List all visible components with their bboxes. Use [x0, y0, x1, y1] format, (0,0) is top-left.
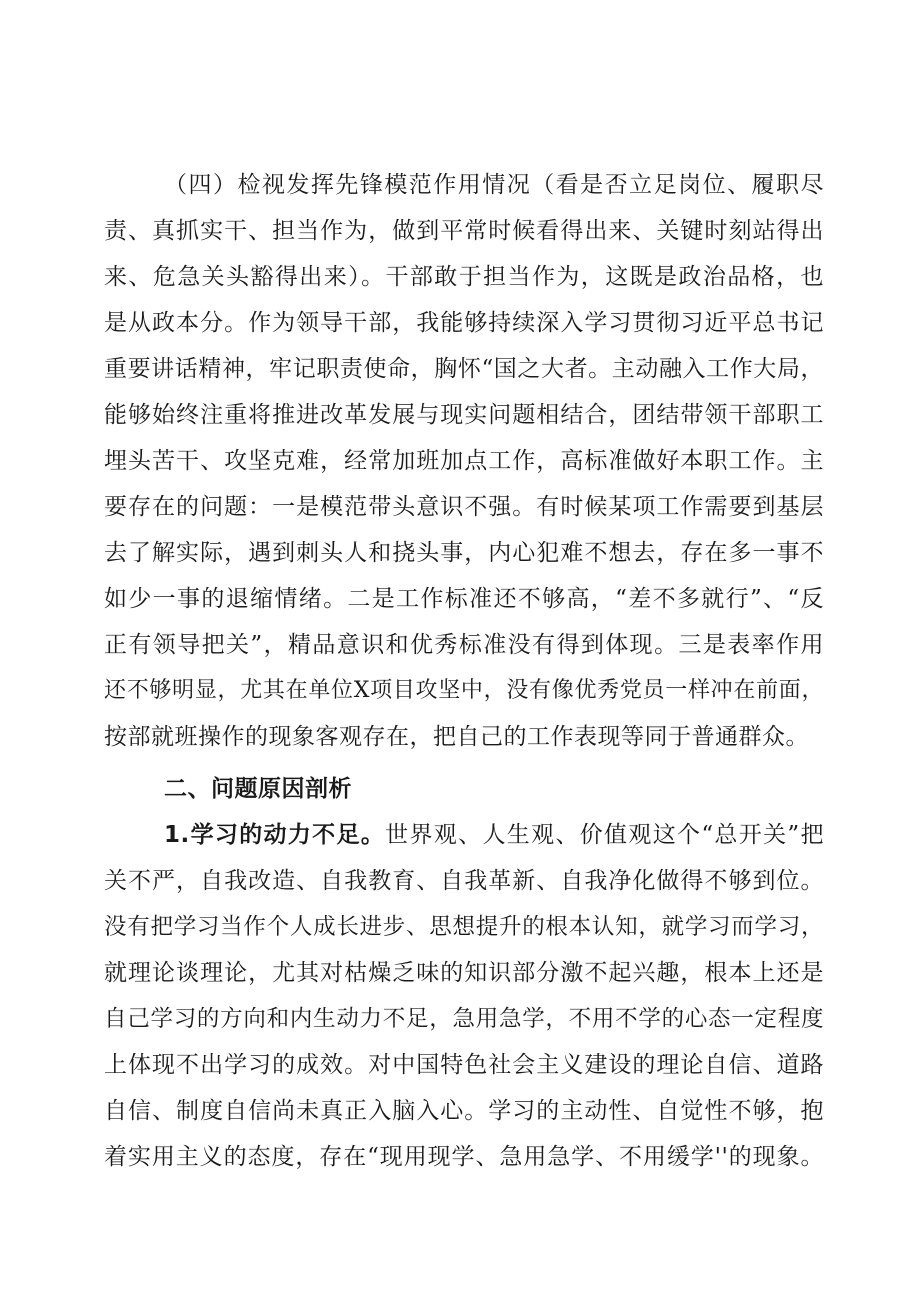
point-one-line-3: 没有把学习当作个人成长进步、思想提升的根本认知，就学习而学习， — [104, 914, 824, 940]
point-one-line-2: 关不严，自我改造、自我教育、自我革新、自我净化做得不够到位。 — [104, 868, 824, 894]
point-one-line-7: 自信、制度自信尚未真正入脑入心。学习的主动性、自觉性不够，抱 — [104, 1098, 824, 1124]
section-four-line-6: 能够始终注重将推进改革发展与现实问题相结合，团结带领干部职工 — [104, 402, 824, 428]
section-four-line-8: 要存在的问题：一是模范带头意识不强。有时候某项工作需要到基层 — [104, 494, 824, 520]
section-four-line-2: 责、真抓实干、担当作为，做到平常时候看得出来、关键时刻站得出 — [104, 218, 824, 244]
section-four-line-3: 来、危急关头豁得出来）。干部敢于担当作为，这既是政治品格，也 — [104, 264, 824, 290]
section-four-line-1: （四）检视发挥先锋模范作用情况（看是否立足岗位、履职尽 — [164, 172, 824, 198]
section-four-line-10: 如少一事的退缩情绪。二是工作标准还不够高，“差不多就行”、“反 — [104, 586, 824, 612]
section-four-line-4: 是从政本分。作为领导干部，我能够持续深入学习贯彻习近平总书记 — [104, 310, 824, 336]
section-four-line-12: 还不够明显，尤其在单位X项目攻坚中，没有像优秀党员一样冲在前面， — [104, 678, 824, 703]
point-one-line-1 — [164, 812, 824, 858]
section-two-heading: 二、问题原因剖析 — [164, 776, 352, 802]
point-one-first-line-text: 世界观、人生观、价值观这个“总开关”把 — [385, 822, 824, 848]
point-one-line-8: 着实用主义的态度，存在“现用现学、急用急学、不用缓学''的现象。 — [104, 1144, 824, 1170]
section-four-line-5: 重要讲话精神，牢记职责使命，胸怀“国之大者。主动融入工作大局， — [104, 356, 824, 382]
point-one-line-6: 上体现不出学习的成效。对中国特色社会主义建设的理论自信、道路 — [104, 1052, 824, 1078]
point-one-title: 1.学习的动力不足。 — [164, 822, 386, 848]
section-four-line-11: 正有领导把关”，精品意识和优秀标准没有得到体现。三是表率作用 — [104, 632, 824, 658]
section-four-line-9: 去了解实际，遇到刺头人和挠头事，内心犯难不想去，存在多一事不 — [104, 540, 824, 566]
section-four-line-7: 埋头苦干、攻坚克难，经常加班加点工作，高标准做好本职工作。主 — [104, 448, 824, 474]
point-one-line-5: 自己学习的方向和内生动力不足，急用急学，不用不学的心态一定程度 — [104, 1006, 824, 1032]
point-one-line-4: 就理论谈理论，尤其对枯燥乏味的知识部分激不起兴趣，根本上还是 — [104, 960, 824, 986]
section-four-line-13: 按部就班操作的现象客观存在，把自己的工作表现等同于普通群众。 — [104, 724, 809, 750]
